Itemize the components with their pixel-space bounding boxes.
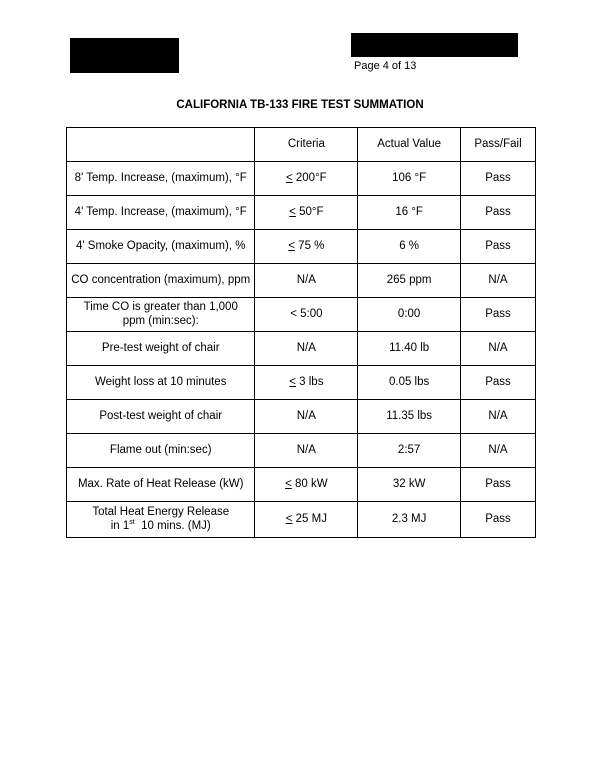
row-label	[67, 502, 255, 538]
row-criteria	[255, 196, 358, 230]
row-actual-value: 32 kW	[358, 468, 461, 502]
row-label: 8' Temp. Increase, (maximum), °F	[67, 162, 255, 196]
redaction-block-left	[70, 38, 179, 73]
table-row	[67, 400, 536, 434]
row-actual-value: 0:00	[358, 298, 461, 332]
criteria-value: 25 MJ	[292, 512, 327, 525]
row-actual-value: 6 %	[358, 230, 461, 264]
row-actual-value: 16 °F	[358, 196, 461, 230]
row-pass-fail: Pass	[461, 162, 536, 196]
table-row	[67, 264, 536, 298]
row-pass-fail: N/A	[461, 264, 536, 298]
row-criteria	[255, 298, 358, 332]
row-actual-value: 265 ppm	[358, 264, 461, 298]
row-criteria	[255, 434, 358, 468]
fire-test-summary-table	[66, 127, 536, 538]
less-equal-symbol: <	[285, 512, 293, 525]
criteria-value: 80 kW	[291, 477, 328, 490]
row-label-sup: st	[129, 518, 135, 526]
row-label-line1: Total Heat Energy Release	[92, 505, 230, 518]
less-equal-symbol: <	[285, 477, 292, 490]
row-actual-value: 2:57	[358, 434, 461, 468]
row-pass-fail: N/A	[461, 434, 536, 468]
criteria-value: 3 lbs	[295, 375, 324, 388]
row-pass-fail: N/A	[461, 400, 536, 434]
table-header-row	[67, 128, 536, 162]
table-row	[67, 366, 536, 400]
redaction-block-right	[351, 33, 518, 57]
row-label: Time CO is greater than 1,000 ppm (min:sec):	[67, 298, 255, 332]
criteria-value: N/A	[296, 273, 316, 286]
row-label-pre: in 1	[110, 519, 130, 532]
row-label: 4' Smoke Opacity, (maximum), %	[67, 230, 255, 264]
row-criteria	[255, 400, 358, 434]
row-actual-value: 11.35 lbs	[358, 400, 461, 434]
row-pass-fail: N/A	[461, 332, 536, 366]
criteria-value: N/A	[296, 341, 316, 354]
criteria-value: N/A	[296, 409, 316, 422]
table-row	[67, 434, 536, 468]
row-label: CO concentration (maximum), ppm	[67, 264, 255, 298]
header-cell-criteria: Criteria	[255, 128, 358, 162]
row-criteria	[255, 230, 358, 264]
header-cell-empty	[67, 128, 255, 162]
row-label: Pre-test weight of chair	[67, 332, 255, 366]
header-cell-actual-value: Actual Value	[358, 128, 461, 162]
row-label: Weight loss at 10 minutes	[67, 366, 255, 400]
table-row	[67, 196, 536, 230]
row-label: Max. Rate of Heat Release (kW)	[67, 468, 255, 502]
row-label: Flame out (min:sec)	[67, 434, 255, 468]
criteria-value: 75 %	[294, 239, 325, 252]
row-criteria	[255, 468, 358, 502]
criteria-value: N/A	[296, 443, 316, 456]
table-row	[67, 502, 536, 538]
table-row	[67, 468, 536, 502]
row-label: Post-test weight of chair	[67, 400, 255, 434]
row-pass-fail: Pass	[461, 196, 536, 230]
document-title: CALIFORNIA TB-133 FIRE TEST SUMMATION	[176, 99, 424, 111]
less-equal-symbol: <	[288, 239, 295, 252]
criteria-value: 200°F	[292, 171, 327, 184]
less-equal-symbol: <	[289, 375, 296, 388]
less-equal-symbol: <	[285, 171, 293, 184]
row-criteria	[255, 162, 358, 196]
row-criteria	[255, 502, 358, 538]
row-pass-fail: Pass	[461, 230, 536, 264]
row-actual-value: 106 °F	[358, 162, 461, 196]
row-label-post: 10 mins. (MJ)	[134, 519, 211, 532]
row-pass-fail: Pass	[461, 468, 536, 502]
less-equal-symbol: <	[289, 205, 296, 218]
row-label: 4' Temp. Increase, (maximum), °F	[67, 196, 255, 230]
criteria-value: 50°F	[295, 205, 324, 218]
row-pass-fail: Pass	[461, 502, 536, 538]
criteria-value: < 5:00	[290, 307, 323, 320]
row-actual-value: 2.3 MJ	[358, 502, 461, 538]
row-criteria	[255, 264, 358, 298]
page-number: Page 4 of 13	[354, 60, 417, 72]
row-pass-fail: Pass	[461, 298, 536, 332]
header-cell-pass-fail: Pass/Fail	[461, 128, 536, 162]
table-row	[67, 230, 536, 264]
table-row	[67, 332, 536, 366]
table-row	[67, 298, 536, 332]
row-actual-value: 0.05 lbs	[358, 366, 461, 400]
row-pass-fail: Pass	[461, 366, 536, 400]
row-criteria	[255, 366, 358, 400]
table-row	[67, 162, 536, 196]
row-criteria	[255, 332, 358, 366]
row-actual-value: 11.40 lb	[358, 332, 461, 366]
